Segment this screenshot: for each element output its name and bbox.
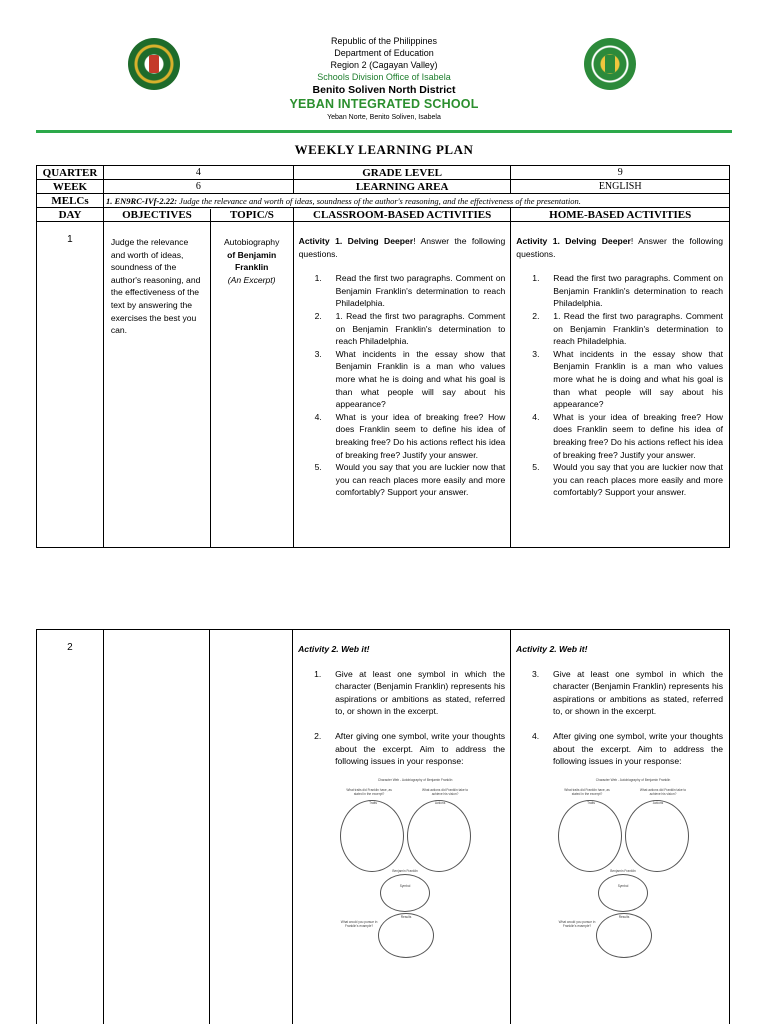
list-item: 1. Read the first two paragraphs. Comment on Benjamin Franklin's determination to reach Philadelphia. [314, 273, 506, 309]
col-objectives: OBJECTIVES [104, 209, 211, 221]
header-division: Schools Division Office of Isabela [317, 72, 451, 82]
day1-number: 1 [37, 222, 104, 548]
day2-class-activity-title: Activity 2. Web it! [298, 644, 370, 654]
day2-number: 2 [37, 630, 104, 1024]
list-item: 5. Would you say that you are luckier now that you can reach places more easily and more comfortably? Support your answer. [532, 462, 723, 498]
area-value: ENGLISH [511, 180, 730, 194]
day2-class-items [298, 668, 505, 768]
list-item: 3. What incidents in the essay show that Benjamin Franklin is a man who values more what he is doing and what his goal is than what people will say about his appearance? [314, 348, 506, 410]
list-item: 1. Read the first two paragraphs. Comment on Benjamin Franklin's determination to reach Philadelphia. [532, 273, 723, 309]
header-address: Yeban Norte, Benito Soliven, Isabela [327, 114, 441, 121]
day2-home-items [516, 668, 723, 768]
col-topics: TOPIC/S [230, 208, 274, 221]
list-item: 2. 1. Read the first two paragraphs. Comment on Benjamin Franklin's determination to reach Philadelphia. [532, 310, 723, 347]
list-item: 5. Would you say that you are luckier now that you can reach places more easily and more comfortably? Support your answer. [314, 462, 506, 498]
day1-class-questions [299, 272, 506, 499]
quarter-label: QUARTER [37, 166, 104, 180]
week-value: 6 [103, 180, 293, 194]
header-republic: Republic of the Philippines [330, 36, 438, 46]
day2-classroom-activities [293, 630, 511, 1024]
list-item: 4. After giving one symbol, write your thoughts about the excerpt. Aim to address the following issues in your response: [532, 730, 723, 767]
page-title: WEEKLY LEARNING PLAN [294, 142, 474, 157]
col-day: DAY [37, 208, 104, 222]
grade-label: GRADE LEVEL [293, 166, 511, 180]
col-home: HOME-BASED ACTIVITIES [511, 208, 730, 222]
week-label: WEEK [37, 180, 104, 194]
day1-classroom-activities: Activity 1. Delving Deeper! Answer the following questions. 1. Read the first two paragraphs. Comment on Benjamin Franklin's determination to reach Philadelphia. 2. 1. Read the first two paragraphs. Comment on Benjamin Franklin's determination to reach Philadelphia. 3. What incidents in the essay show that Benjamin Franklin is a man who values more what he is doing and what his goal is than what people will say about his appearance? 4. What is your idea of breaking free? How does Franklin seem to define his idea of breaking free? Do his actions reflect his idea of breaking free? Justify your answer. 5. Would you say that you are luckier now that you can reach places more easily and more comfortably? Support your answer. [293, 222, 511, 548]
day2-home-activity-title: Activity 2. Web it! [516, 644, 588, 654]
day1-topic: Autobiography of Benjamin Franklin (An Excerpt) [210, 222, 293, 548]
header-divider [36, 130, 732, 133]
area-label: LEARNING AREA [293, 180, 511, 194]
list-item: 3. What incidents in the essay show that Benjamin Franklin is a man who values more what he is doing and what his goal is than what people will say about his appearance? [532, 348, 723, 410]
list-item: 4. What is your idea of breaking free? How does Franklin seem to define his idea of breaking free? Do his actions reflect his idea of breaking free? Justify your answer. [532, 411, 723, 460]
day1-table [36, 221, 730, 548]
list-item: 1. Give at least one symbol in which the character (Benjamin Franklin) represents his aspirations or ambitions as stated, referred to, or shown in the excerpt. [314, 668, 506, 717]
header-school-name: YEBAN INTEGRATED SCHOOL [289, 97, 479, 111]
character-web-diagram: Character Web - Autobiography of Benjamin Franklin What traits did Franklin have, as stated in the excerpt? What actions did Franklin take to achieve his vision? Traits Actions Benjamin Franklin Symbol What would you pursue in Franklin's example? Results [340, 778, 490, 968]
list-item: 4. What is your idea of breaking free? How does Franklin seem to define his idea of breaking free? Do his actions reflect his idea of breaking free? Justify your answer. [314, 411, 506, 460]
day2-home-activities [511, 630, 730, 1024]
header-region: Region 2 (Cagayan Valley) [330, 60, 438, 70]
col-classroom: CLASSROOM-BASED ACTIVITIES [293, 208, 511, 222]
day2-objective [103, 630, 210, 1024]
list-item: 2. 1. Read the first two paragraphs. Comment on Benjamin Franklin's determination to reach Philadelphia. [314, 310, 506, 347]
grade-value: 9 [511, 166, 730, 180]
day1-home-activities: Activity 1. Delving Deeper! Answer the following questions. 1. Read the first two paragraphs. Comment on Benjamin Franklin's determination to reach Philadelphia. 2. 1. Read the first two paragraphs. Comment on Benjamin Franklin's determination to reach Philadelphia. 3. What incidents in the essay show that Benjamin Franklin is a man who values more what he is doing and what his goal is than what people will say about his appearance? 4. What is your idea of breaking free? How does Franklin seem to define his idea of breaking free? Do his actions reflect his idea of breaking free? Justify your answer. 5. Would you say that you are luckier now that you can reach places more easily and more comfortably? Support your answer. [511, 222, 730, 548]
day2-topic [210, 630, 293, 1024]
melc-text: 1. EN9RC-IVf-2.22: Judge the relevance and worth of ideas, soundness of the author's reasoning, and the effectiveness of the presentation. [103, 194, 729, 208]
header-department: Department of Education [334, 48, 434, 58]
day1-home-questions [516, 272, 723, 499]
day2-table [36, 629, 730, 1024]
character-web-diagram: Character Web - Autobiography of Benjamin Franklin What traits did Franklin have, as stated in the excerpt? What actions did Franklin take to achieve his vision? Traits Actions Benjamin Franklin Symbol What would you pursue in Franklin's example? Results [558, 778, 708, 968]
day1-objective: Judge the relevance and worth of ideas, soundness of the author's reasoning, and the effectiveness of the text by answering the exercises the best you can. [103, 222, 210, 548]
melc-label: MELCs [37, 194, 104, 208]
info-table [36, 165, 730, 222]
quarter-value: 4 [103, 166, 293, 180]
list-item: 3. Give at least one symbol in which the character (Benjamin Franklin) represents his aspirations or ambitions as stated, referred to, or shown in the excerpt. [532, 668, 723, 717]
list-item: 2. After giving one symbol, write your thoughts about the excerpt. Aim to address the following issues in your response: [314, 730, 506, 767]
header-district: Benito Soliven North District [312, 84, 456, 96]
